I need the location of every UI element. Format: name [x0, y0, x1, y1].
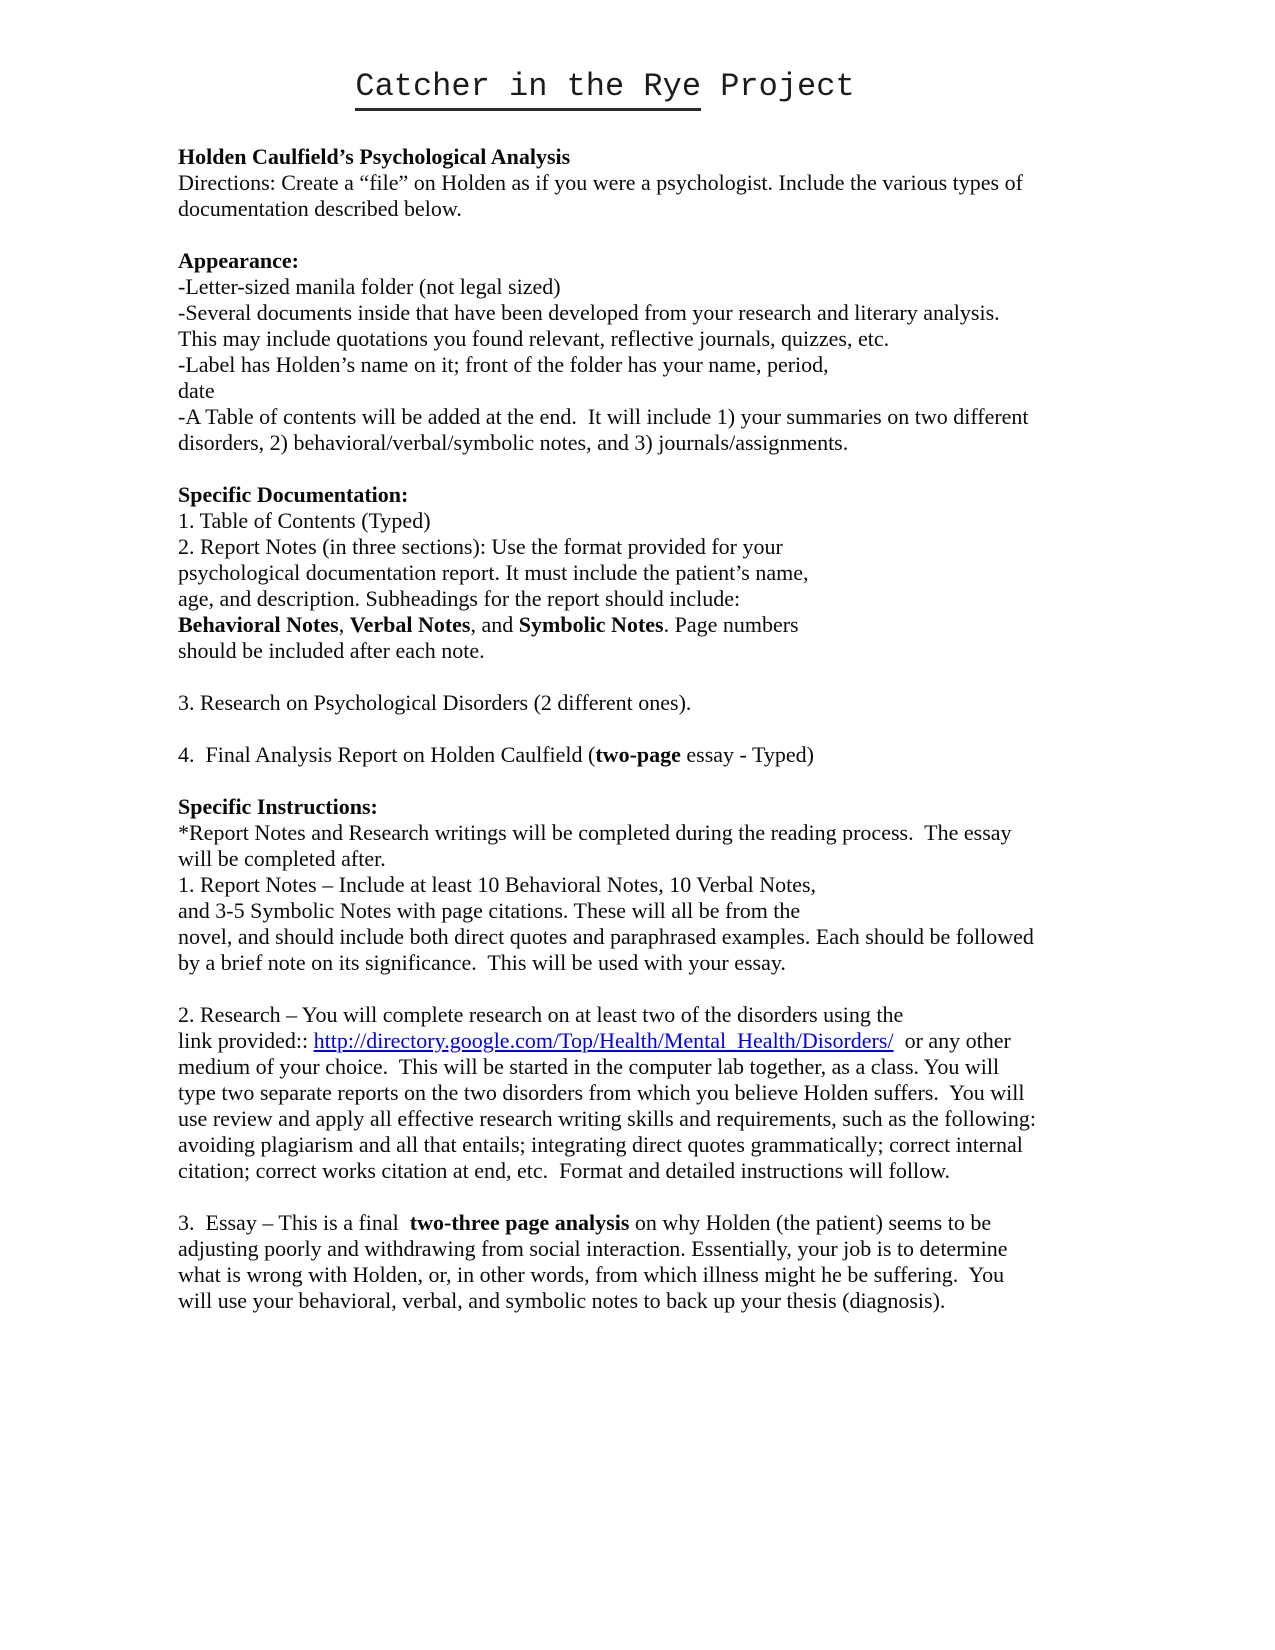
- text-line: will use your behavioral, verbal, and symbolic notes to back up your thesis (diagnosis).: [178, 1288, 946, 1313]
- text-line: [178, 1028, 1235, 1054]
- text-line: and 3-5 Symbolic Notes with page citations. These will all be from the: [178, 898, 801, 923]
- text-line: age, and description. Subheadings for the report should include:: [178, 586, 741, 611]
- text-line: -Letter-sized manila folder (not legal sized): [178, 274, 561, 299]
- plain-text: on why Holden (the patient) seems to be: [629, 1210, 992, 1235]
- title-underlined-text: Catcher in the Rye: [355, 68, 701, 111]
- text-line: [178, 1210, 1235, 1236]
- appearance-heading: Appearance:: [178, 248, 299, 273]
- text-line: 1. Table of Contents (Typed): [178, 508, 431, 533]
- text-line: will be completed after.: [178, 846, 386, 871]
- plain-text: 3. Essay – This is a final: [178, 1210, 410, 1235]
- specific-documentation-heading: Specific Documentation:: [178, 482, 409, 507]
- paragraph-gap: [178, 664, 1235, 690]
- text-line: medium of your choice. This will be started in the computer lab together, as a class. You will: [178, 1054, 1000, 1079]
- paragraph-gap: [178, 1184, 1235, 1210]
- text-line: use review and apply all effective research writing skills and requirements, such as the following:: [178, 1106, 1036, 1131]
- bold-text: Behavioral Notes: [178, 612, 339, 637]
- bold-text: two-page: [595, 742, 681, 767]
- text-line: [178, 612, 1235, 638]
- plain-text: ,: [338, 612, 350, 637]
- text-line: disorders, 2) behavioral/verbal/symbolic notes, and 3) journals/assignments.: [178, 430, 849, 455]
- text-line: 2. Research – You will complete research on at least two of the disorders using the: [178, 1002, 904, 1027]
- text-line: avoiding plagiarism and all that entails; integrating direct quotes grammatically; correct internal: [178, 1132, 1023, 1157]
- paragraph-gap: [178, 768, 1235, 794]
- text-line: *Report Notes and Research writings will be completed during the reading process. The essay: [178, 820, 1012, 845]
- text-line: -Several documents inside that have been developed from your research and literary analysis.: [178, 300, 1000, 325]
- title-rest-text: Project: [701, 68, 855, 105]
- text-line: type two separate reports on the two disorders from which you believe Holden suffers. You will: [178, 1080, 1025, 1105]
- text-line: citation; correct works citation at end, etc. Format and detailed instructions will follow.: [178, 1158, 951, 1183]
- paragraph-gap: [178, 716, 1235, 742]
- text-line: date: [178, 378, 215, 403]
- text-line: psychological documentation report. It must include the patient’s name,: [178, 560, 809, 585]
- plain-text: 4. Final Analysis Report on Holden Caulfield (: [178, 742, 596, 767]
- text-line: should be included after each note.: [178, 638, 485, 663]
- paragraph-gap: [178, 456, 1235, 482]
- document-body: [0, 144, 1275, 1314]
- text-line: documentation described below.: [178, 196, 462, 221]
- text-line: -Label has Holden’s name on it; front of the folder has your name, period,: [178, 352, 829, 377]
- plain-text: . Page numbers: [663, 612, 799, 637]
- plain-text: essay - Typed): [680, 742, 814, 767]
- text-line: Directions: Create a “file” on Holden as if you were a psychologist. Include the various types of: [178, 170, 1023, 195]
- text-line: 3. Research on Psychological Disorders (2 different ones).: [178, 690, 692, 715]
- text-line: 2. Report Notes (in three sections): Use the format provided for your: [178, 534, 783, 559]
- paragraph-gap: [178, 976, 1235, 1002]
- document-title: [0, 66, 1275, 108]
- bold-text: two-three page analysis: [409, 1210, 630, 1235]
- bold-text: Symbolic Notes: [518, 612, 664, 637]
- text-line: [178, 742, 1235, 768]
- text-line: by a brief note on its significance. This will be used with your essay.: [178, 950, 786, 975]
- paragraph-gap: [178, 222, 1235, 248]
- specific-instructions-heading: Specific Instructions:: [178, 794, 378, 819]
- plain-text: or any other: [893, 1028, 1011, 1053]
- text-line: 1. Report Notes – Include at least 10 Behavioral Notes, 10 Verbal Notes,: [178, 872, 817, 897]
- text-line: adjusting poorly and withdrawing from social interaction. Essentially, your job is to determine: [178, 1236, 1008, 1261]
- text-line: what is wrong with Holden, or, in other words, from which illness might he be suffering. You: [178, 1262, 1005, 1287]
- bold-text: Verbal Notes: [349, 612, 471, 637]
- plain-text: , and: [470, 612, 519, 637]
- disorders-directory-link[interactable]: http://directory.google.com/Top/Health/Mental_Health/Disorders/: [313, 1028, 894, 1053]
- plain-text: link provided::: [178, 1028, 314, 1053]
- text-line: This may include quotations you found relevant, reflective journals, quizzes, etc.: [178, 326, 890, 351]
- intro-heading: Holden Caulfield’s Psychological Analysis: [178, 144, 571, 169]
- text-line: -A Table of contents will be added at the end. It will include 1) your summaries on two different: [178, 404, 1029, 429]
- text-line: novel, and should include both direct quotes and paraphrased examples. Each should be followed: [178, 924, 1034, 949]
